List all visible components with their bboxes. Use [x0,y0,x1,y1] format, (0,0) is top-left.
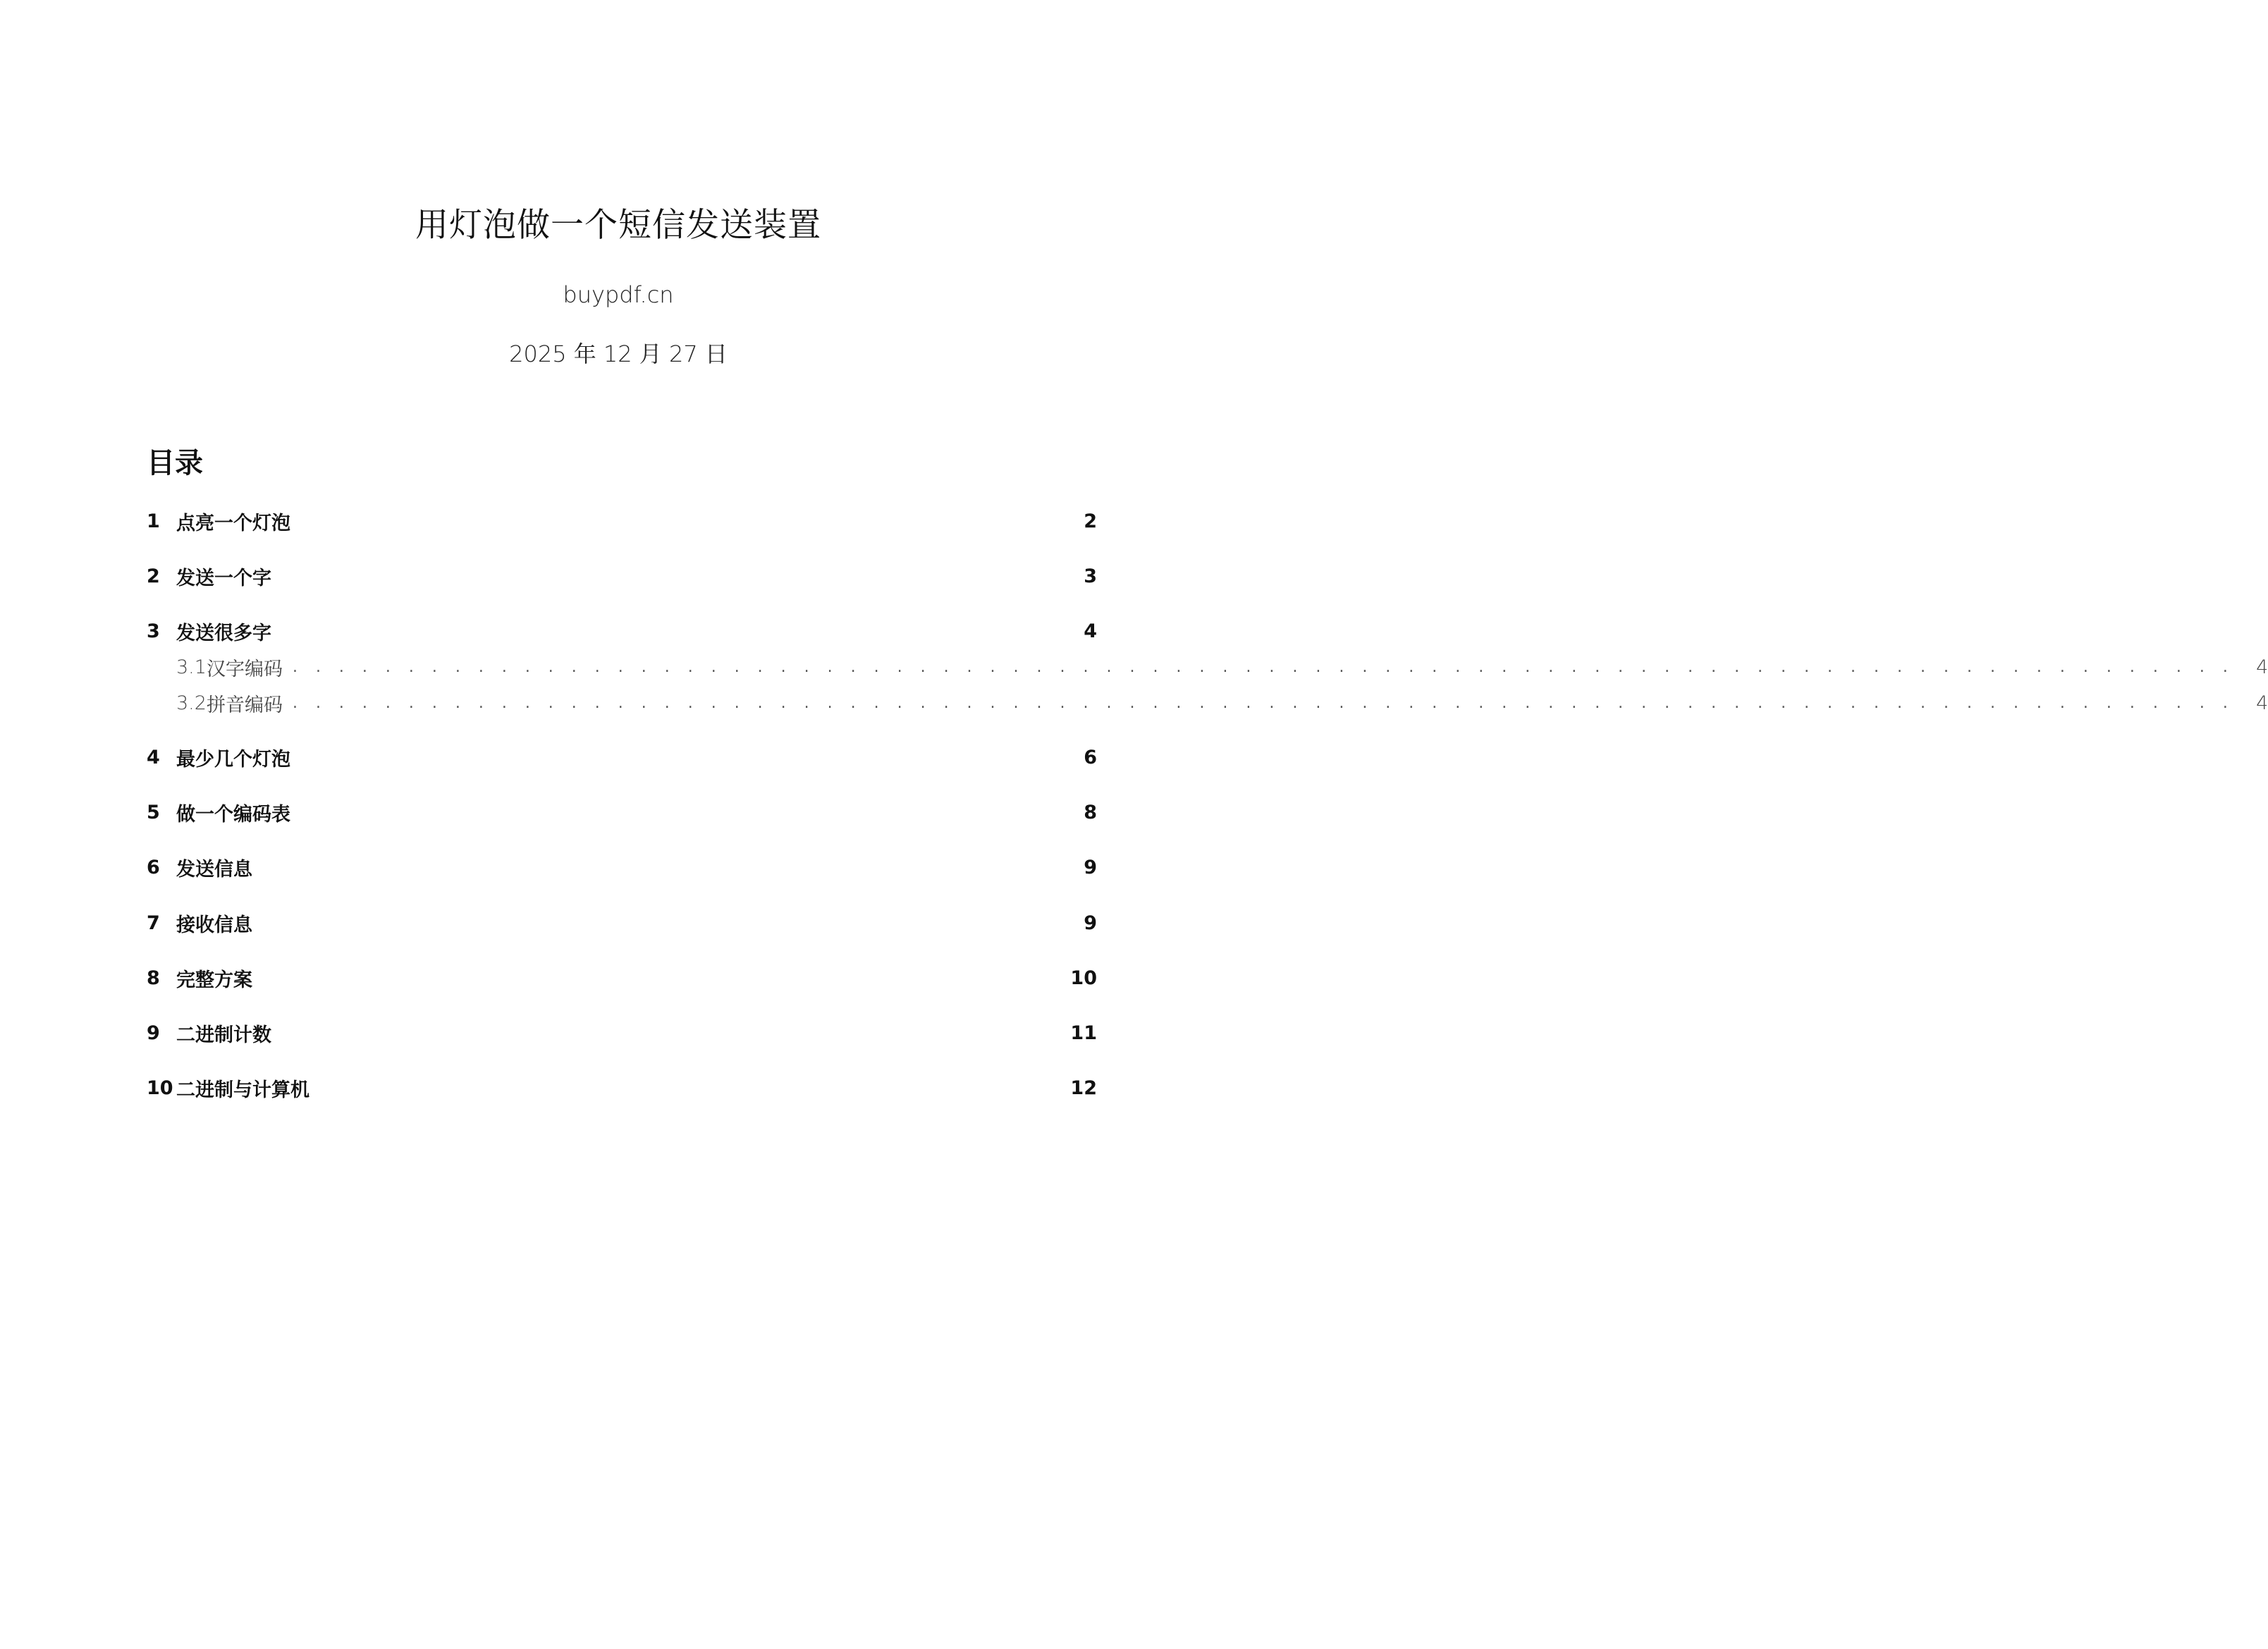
toc-entry-number: 6 [147,856,160,878]
toc-entry-number: 3.2 [176,692,207,714]
toc-entry-3[interactable] [147,617,1097,645]
toc-entry-title: 汉字编码 [206,658,283,680]
toc-entry-page: 6 [1084,746,1097,768]
toc-entry-page: 10 [1070,967,1097,989]
toc-entry-number: 5 [147,801,160,823]
toc-entry-number: 2 [147,565,160,587]
toc-entry-title: 二进制与计算机 [176,1079,309,1101]
toc-entry-6[interactable] [147,853,1097,881]
toc-entry-page: 2 [1084,510,1097,532]
toc-entry-page: 4 [2256,656,2268,678]
toc-entry-page: 9 [1084,856,1097,878]
toc-entry-title: 发送一个字 [176,567,271,589]
toc-entry-page: 9 [1084,912,1097,934]
toc-entry-title: 发送很多字 [176,622,271,644]
toc-entry-10[interactable] [147,1074,1097,1102]
toc-entry-title: 点亮一个灯泡 [176,512,290,534]
toc-entry-number: 7 [147,912,160,934]
toc-entry-title: 发送信息 [176,858,252,881]
toc-entry-number: 4 [147,746,160,768]
toc-entry-number: 3.1 [176,656,207,678]
document-title: 用灯泡做一个短信发送装置 [415,206,821,245]
toc-entry-4[interactable] [147,743,1097,771]
toc-entry-page: 3 [1084,565,1097,587]
toc-entry-number: 9 [147,1022,160,1044]
toc-entry-8[interactable] [147,964,1097,992]
toc-entry-number: 10 [147,1077,173,1099]
toc-heading: 目录 [147,447,203,479]
toc-entry-title: 最少几个灯泡 [176,748,290,771]
toc-entry-2[interactable] [147,562,1097,590]
toc-entry-title: 拼音编码 [206,694,283,716]
document-author: buypdf.cn [563,281,674,308]
toc-entry-page: 8 [1084,801,1097,823]
toc-entry-page: 4 [2256,692,2268,714]
document-date: 2025 年 12 月 27 日 [509,341,728,367]
toc-entry-page: 4 [1084,620,1097,642]
toc-dot-leader: . . . . . . . . . . . . . . . . . . . . . . . . . . . . . . . . . . . . . . . . . . . . . . . . . . . . . . . . . . . . . . . . . . . . . . . . . . . . . . . . . . . . [292,658,2235,676]
toc-entry-title: 完整方案 [176,969,252,991]
toc-entry-3-1[interactable] [147,653,2268,681]
toc-entry-number: 1 [147,510,160,532]
toc-entry-page: 11 [1070,1022,1097,1044]
toc-entry-number: 8 [147,967,160,989]
toc-entry-title: 接收信息 [176,914,252,936]
toc-entry-1[interactable] [147,507,1097,535]
toc-entry-page: 12 [1070,1077,1097,1099]
toc-entry-title: 二进制计数 [176,1024,271,1046]
toc-entry-7[interactable] [147,909,1097,937]
toc-entry-title: 做一个编码表 [176,803,290,826]
toc-entry-number: 3 [147,620,160,642]
toc-dot-leader: . . . . . . . . . . . . . . . . . . . . . . . . . . . . . . . . . . . . . . . . . . . . . . . . . . . . . . . . . . . . . . . . . . . . . . . . . . . . . . . . . . . . [292,694,2235,712]
toc-entry-3-2[interactable] [147,689,2268,717]
toc-entry-5[interactable] [147,798,1097,826]
toc-entry-9[interactable] [147,1019,1097,1047]
